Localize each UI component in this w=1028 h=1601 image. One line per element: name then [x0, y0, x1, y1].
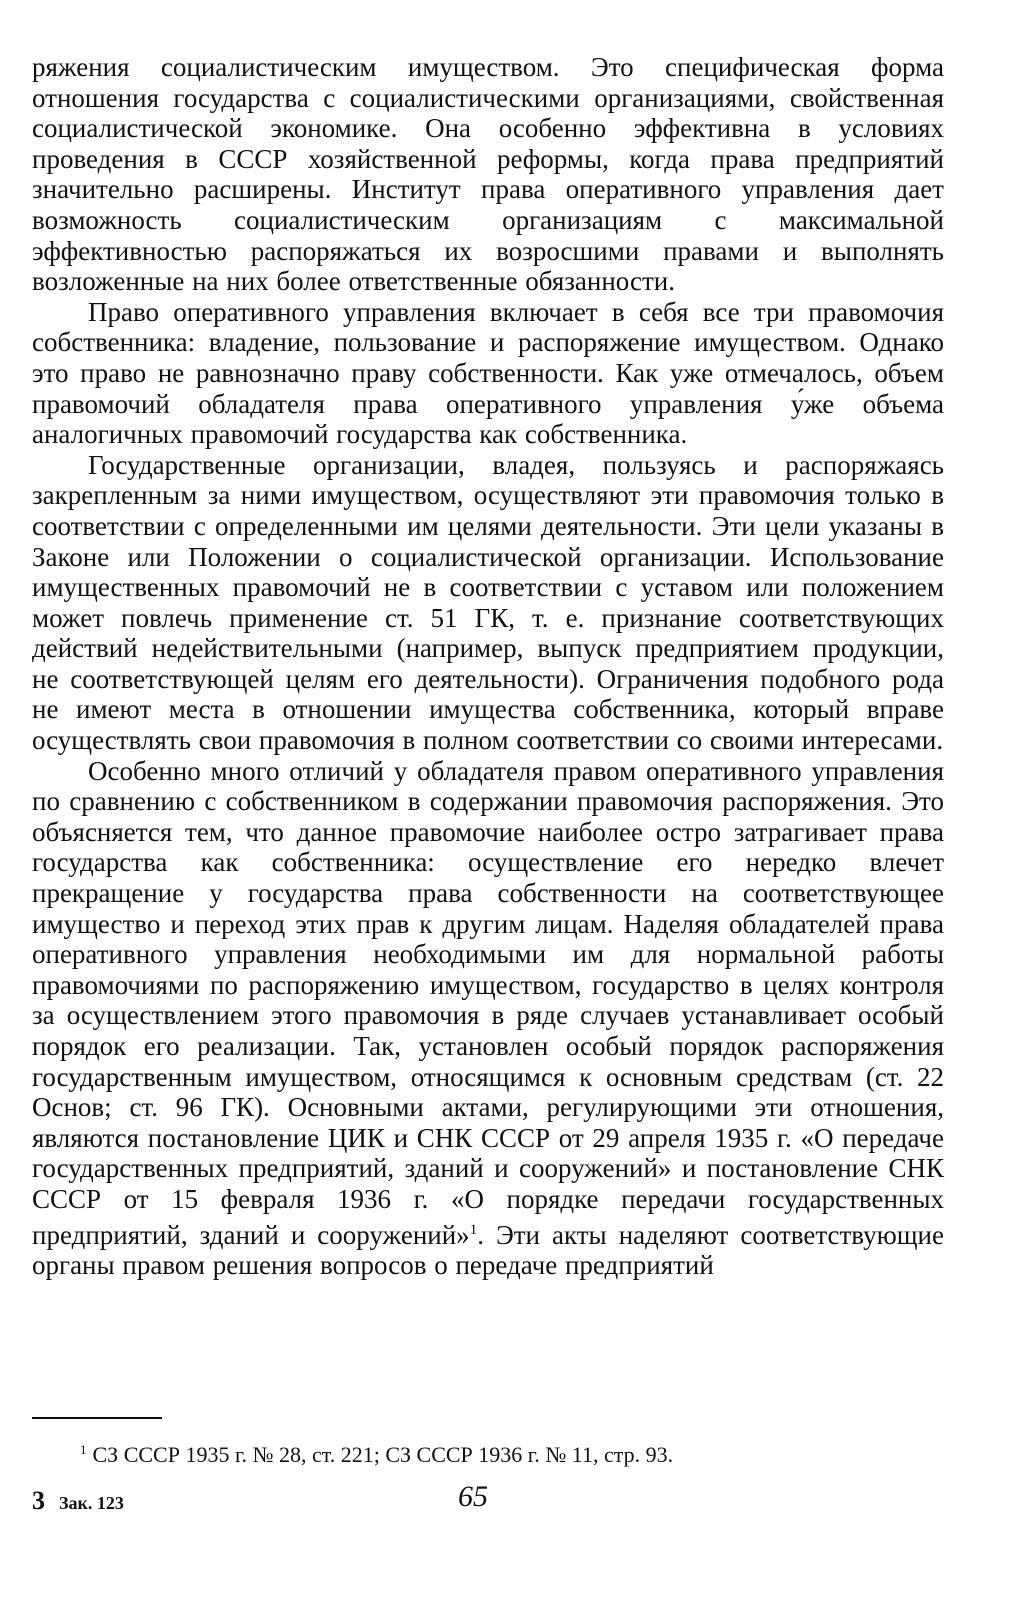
footnote-text: СЗ СССР 1935 г. № 28, ст. 221; СЗ СССР 1936 г. № 11, стр. 93. [92, 1442, 674, 1467]
paragraph-3: Государственные организации, владея, пользуясь и распоряжаясь закрепленным за ними имуществом, осуществляют эти правомочия только в соответствии с определенными им целями деятельности. Эти цели указаны в Законе или Положении о социалистической организации. Использование имущественных правомочий не в соответствии с уставом или положением может повлечь применение ст. 51 ГК, т. е. признание соответствующих действий недействительными (например, выпуск предприятием продукции, не соответствующей целям его деятельности). Ограничения подобного рода не имеют места в отношении имущества собственника, который вправе осуществлять свои правомочия в полном соответствии со своими интересами. [32, 449, 944, 756]
footnote-divider [32, 1417, 162, 1419]
paragraph-4: Особенно много отличий у обладателя правом оперативного управления по сравнению с собственником в содержании правомочия распоряжения. Это объясняется тем, что данное правомочие наиболее остро затрагивает права государства как собственника: осуществление его нередко влечет прекращение у государства права собственности на соответствующее имущество и переход этих прав к другим лицам. Наделяя обладателей права оперативного управления необходимыми им для нормальной работы правомочиями по распоряжению имуществом, государство в целях контроля за осуществлением этого правомочия в ряде случаев устанавливает особый порядок его реализации. Так, установлен особый порядок распоряжения государственным имуществом, относящимся к основным средствам (ст. 22 Основ; ст. 96 ГК). Основными актами, регулирующими эти отношения, являются постановление ЦИК и СНК СССР от 29 апреля 1935 г. «О передаче государственных предприятий, зданий и сооружений» и постановление СНК СССР от 15 февраля 1936 г. «О порядке передачи государственных предприятий, зданий и сооружений»$^1$. Эти акты наделяют соответствующие органы правом решения вопросов о передаче предприятий [32, 755, 944, 1281]
printer-signature [32, 1486, 124, 1516]
signature-order: Зак. 123 [59, 1493, 124, 1513]
footnote-marker: 1 [80, 1442, 87, 1457]
page-body [32, 52, 944, 1281]
paragraph-4-text: Особенно много отличий у обладателя правом оперативного управления по сравнению с собственником в содержании правомочия распоряжения. Это объясняется тем, что данное правомочие наиболее остро затрагивает права государства как собственника: осуществление его нередко влечет прекращение у государства права собственности на соответствующее имущество и переход этих прав к другим лицам. Наделяя обладателей права оперативного управления необходимыми им для нормальной работы правомочиями по распоряжению имуществом, государство в целях контроля за осуществлением этого правомочия в ряде случаев устанавливает особый порядок его реализации. Так, установлен особый порядок распоряжения государственным имуществом, относящимся к основным средствам (ст. 22 Основ; ст. 96 ГК). Основными актами, регулирующими эти отношения, являются постановление ЦИК и СНК СССР от 29 апреля 1935 г. «О передаче государственных предприятий, зданий и сооружений» и постановление СНК СССР от 15 февраля 1936 г. «О порядке передачи государственных предприятий, зданий и сооружений» [32, 755, 944, 1250]
paragraph-2: Право оперативного управления включает в себя все три правомочия собственника: владение, пользование и распоряжение имуществом. Однако это право не равнозначно праву собственности. Как уже отмечалось, объем правомочий обладателя права оперативного управления у́же объема аналогичных правомочий государства как собственника. [32, 296, 944, 450]
signature-number: 3 [32, 1486, 45, 1515]
footnote-reference: 1 [469, 1221, 478, 1238]
page-number: 65 [458, 1480, 488, 1513]
paragraph-1: ряжения социалистическим имуществом. Это специфическая форма отношения государства с социалистическими организациями, свойственная социалистической экономике. Она особенно эффективна в условиях проведения в СССР хозяйственной реформы, когда права предприятий значительно расширены. Институт права оперативного управления дает возможность социалистическим организациям с максимальной эффективностью распоряжаться их возросшими правами и выполнять возложенные на них более ответственные обязанности. [32, 52, 944, 297]
paragraph-4-tail: Эти акты наделяют соответствующие органы правом решения вопросов о передаче предприятий [32, 1219, 944, 1281]
footnote [80, 1436, 940, 1469]
